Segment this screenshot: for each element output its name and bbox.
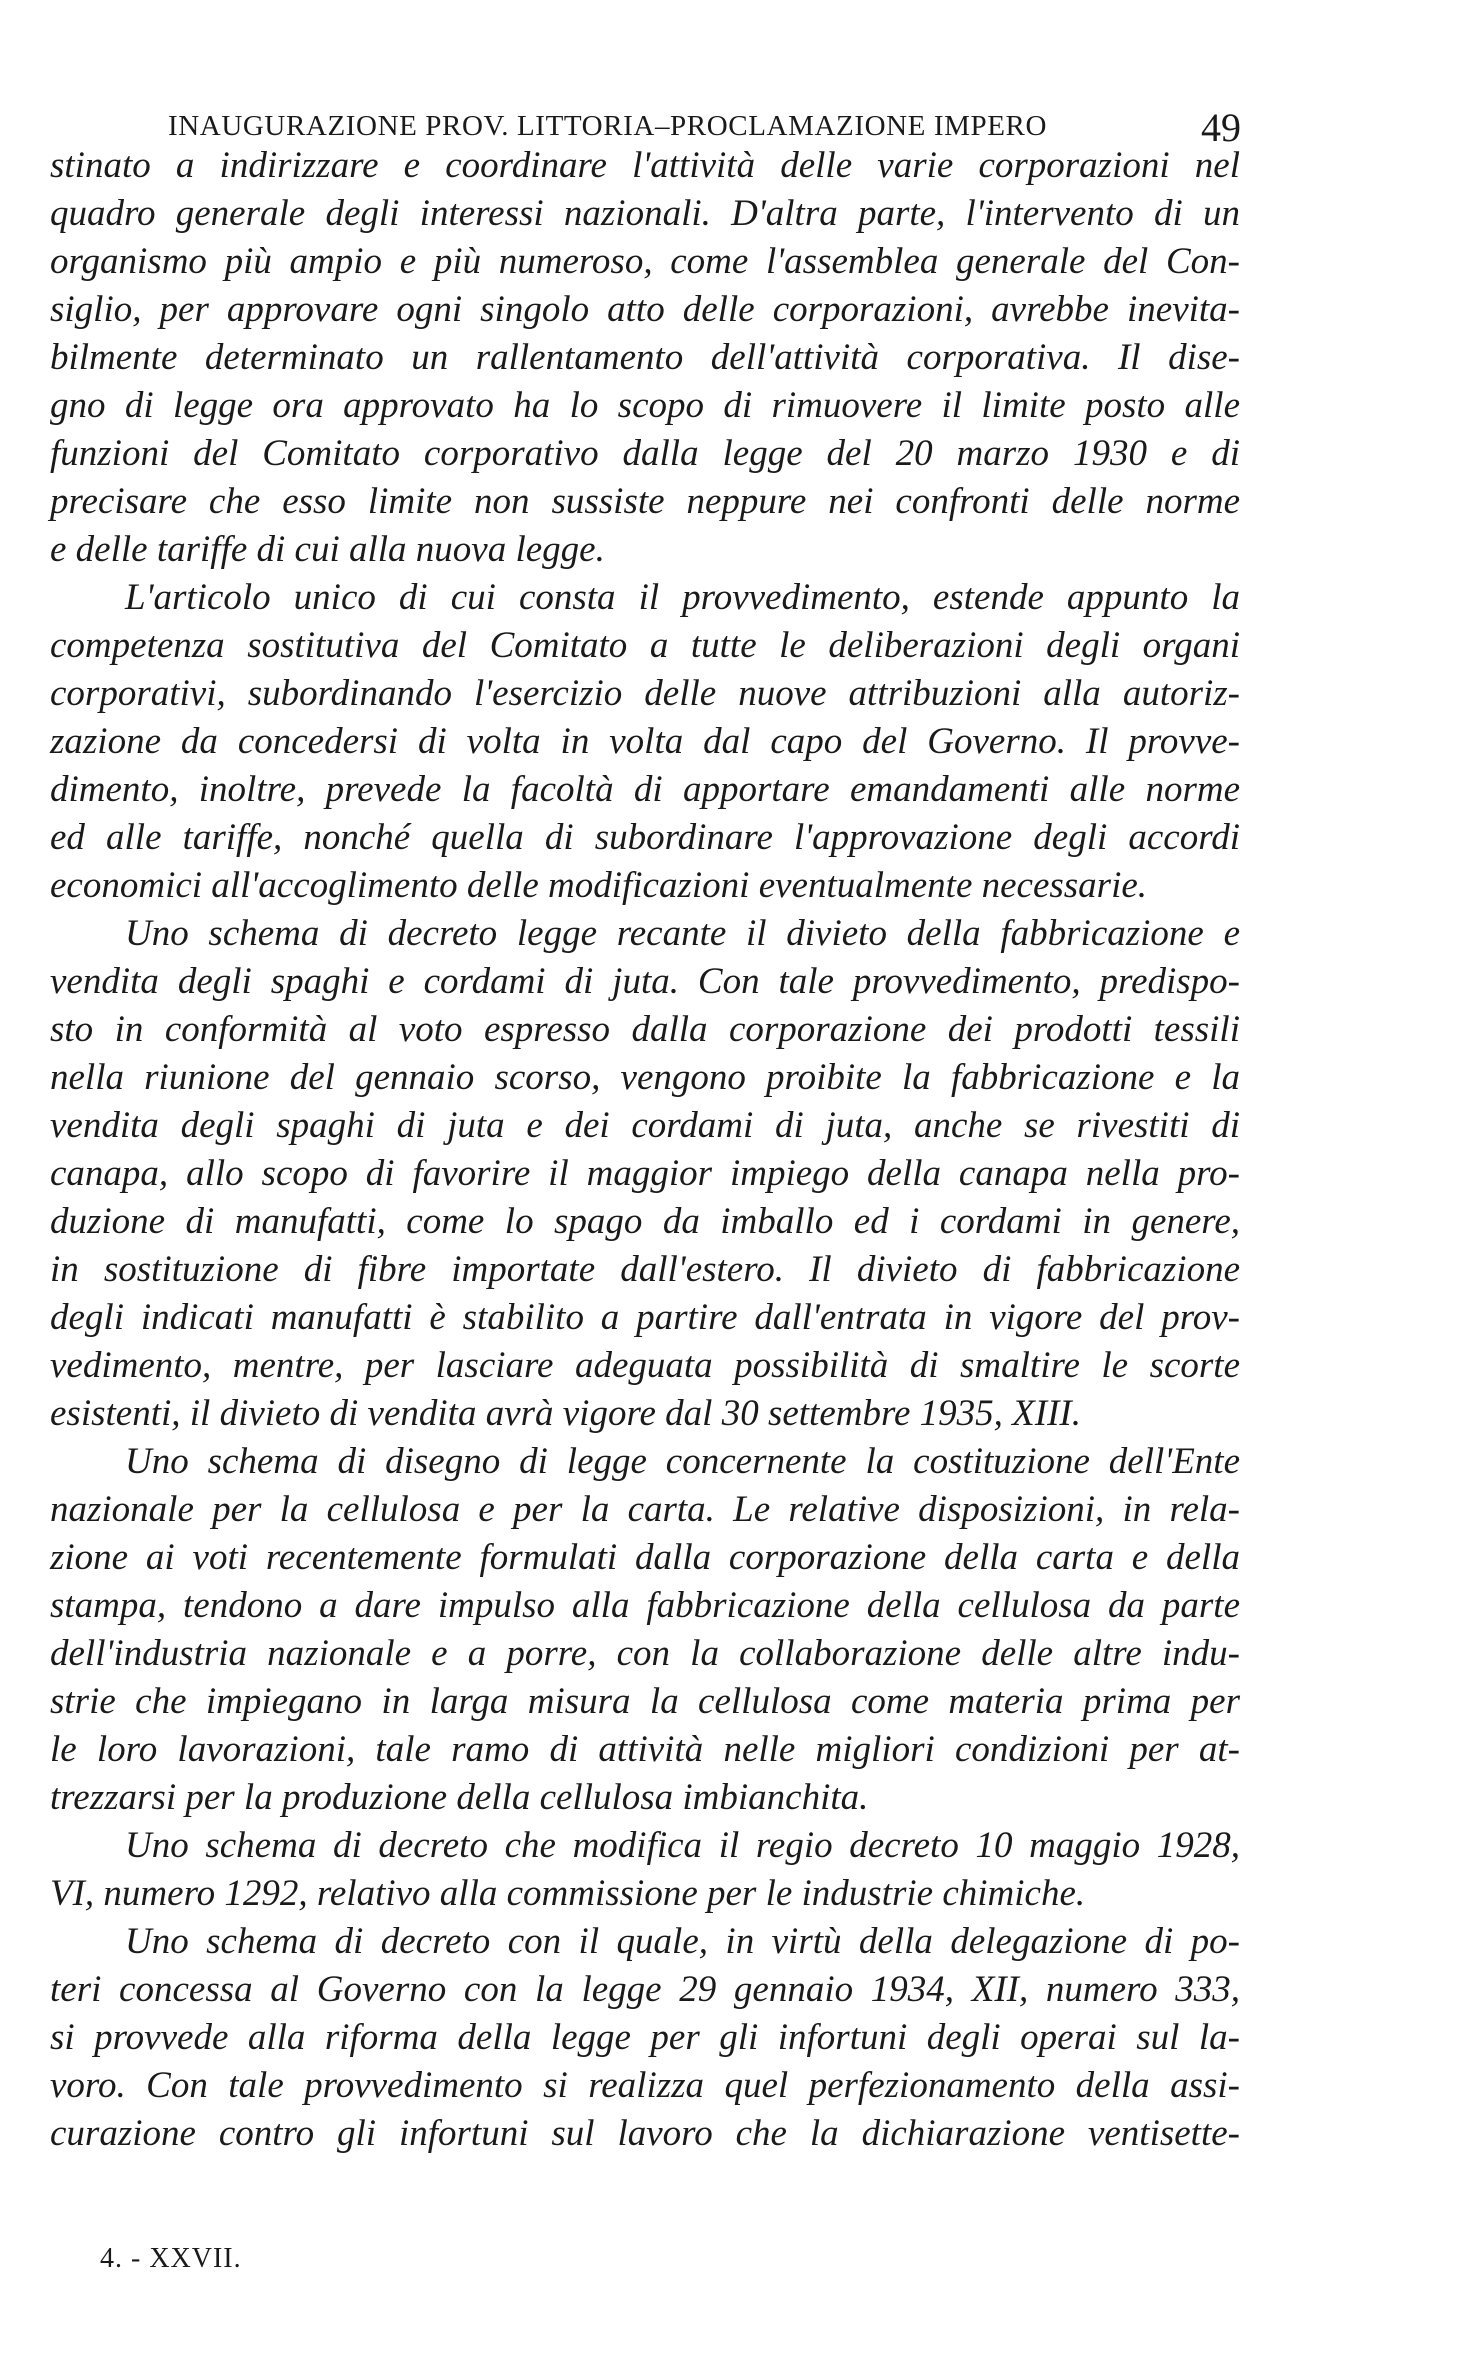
text-line: si provvede alla riforma della legge per gli infortuni degli operai sul la- (50, 2017, 1240, 2058)
text-line: in sostituzione di fibre importate dall'estero. Il divieto di fabbricazione (50, 1249, 1240, 1290)
text-line: Uno schema di disegno di legge concernente la costituzione dell'Ente (125, 1441, 1240, 1482)
text-line: le loro lavorazioni, tale ramo di attività nelle migliori condizioni per at- (50, 1729, 1240, 1770)
text-line: competenza sostitutiva del Comitato a tutte le deliberazioni degli organi (50, 625, 1240, 666)
text-line: precisare che esso limite non sussiste neppure nei confronti delle norme (50, 481, 1240, 522)
text-line: trezzarsi per la produzione della cellulosa imbianchita. (50, 1777, 869, 1818)
text-line: bilmente determinato un rallentamento dell'attività corporativa. Il dise- (50, 337, 1240, 378)
text-line: Uno schema di decreto con il quale, in virtù della delegazione di po- (125, 1921, 1240, 1962)
body-text (50, 142, 1240, 2158)
text-line: e delle tariffe di cui alla nuova legge. (50, 529, 605, 570)
text-line: dell'industria nazionale e a porre, con la collaborazione delle altre indu- (50, 1633, 1240, 1674)
text-line: nella riunione del gennaio scorso, vengono proibite la fabbricazione e la (50, 1057, 1240, 1098)
text-line: strie che impiegano in larga misura la cellulosa come materia prima per (50, 1681, 1240, 1722)
text-line: nazionale per la cellulosa e per la carta. Le relative disposizioni, in rela- (50, 1489, 1240, 1530)
text-line: duzione di manufatti, come lo spago da imballo ed i cordami in genere, (50, 1201, 1240, 1242)
text-line: zazione da concedersi di volta in volta dal capo del Governo. Il provve- (50, 721, 1240, 762)
text-line: VI, numero 1292, relativo alla commissione per le industrie chimiche. (50, 1873, 1086, 1914)
text-line: dimento, inoltre, prevede la facoltà di apportare emandamenti alle norme (50, 769, 1240, 810)
text-line: voro. Con tale provvedimento si realizza quel perfezionamento della assi- (50, 2065, 1240, 2106)
text-line: canapa, allo scopo di favorire il maggior impiego della canapa nella pro- (50, 1153, 1240, 1194)
text-line: gno di legge ora approvato ha lo scopo di rimuovere il limite posto alle (50, 385, 1240, 426)
text-line: corporativi, subordinando l'esercizio delle nuove attribuzioni alla autoriz- (50, 673, 1240, 714)
text-line: siglio, per approvare ogni singolo atto delle corporazioni, avrebbe inevita- (50, 289, 1240, 330)
text-line: vedimento, mentre, per lasciare adeguata possibilità di smaltire le scorte (50, 1345, 1240, 1386)
text-line: zione ai voti recentemente formulati dalla corporazione della carta e della (50, 1537, 1240, 1578)
text-line: sto in conformità al voto espresso dalla corporazione dei prodotti tessili (50, 1009, 1240, 1050)
text-line: curazione contro gli infortuni sul lavoro che la dichiarazione ventisette- (50, 2113, 1240, 2154)
text-line: vendita degli spaghi e cordami di juta. Con tale provvedimento, predispo- (50, 961, 1240, 1002)
text-line: funzioni del Comitato corporativo dalla legge del 20 marzo 1930 e di (50, 433, 1240, 474)
text-line: economici all'accoglimento delle modificazioni eventualmente necessarie. (50, 865, 1148, 906)
text-line: stinato a indirizzare e coordinare l'attività delle varie corporazioni nel (50, 145, 1240, 186)
running-title: INAUGURAZIONE PROV. LITTORIA–PROCLAMAZIONE IMPERO (168, 110, 1047, 142)
text-line: quadro generale degli interessi nazionali. D'altra parte, l'intervento di un (50, 193, 1240, 234)
signature-mark: 4. - XXVII. (100, 2243, 242, 2274)
text-line: Uno schema di decreto legge recante il divieto della fabbricazione e (125, 913, 1240, 954)
text-line: teri concessa al Governo con la legge 29 gennaio 1934, XII, numero 333, (50, 1969, 1240, 2010)
text-line: esistenti, il divieto di vendita avrà vigore dal 30 settembre 1935, XIII. (50, 1393, 1081, 1434)
text-line: L'articolo unico di cui consta il provvedimento, estende appunto la (125, 577, 1240, 618)
page-number: 49 (1201, 105, 1241, 150)
text-line: stampa, tendono a dare impulso alla fabbricazione della cellulosa da parte (50, 1585, 1240, 1626)
text-line: degli indicati manufatti è stabilito a partire dall'entrata in vigore del prov- (50, 1297, 1240, 1338)
text-line: vendita degli spaghi di juta e dei cordami di juta, anche se rivestiti di (50, 1105, 1240, 1146)
text-line: ed alle tariffe, nonché quella di subordinare l'approvazione degli accordi (50, 817, 1240, 858)
text-line: organismo più ampio e più numeroso, come l'assemblea generale del Con- (50, 241, 1240, 282)
text-line: Uno schema di decreto che modifica il regio decreto 10 maggio 1928, (125, 1825, 1240, 1866)
